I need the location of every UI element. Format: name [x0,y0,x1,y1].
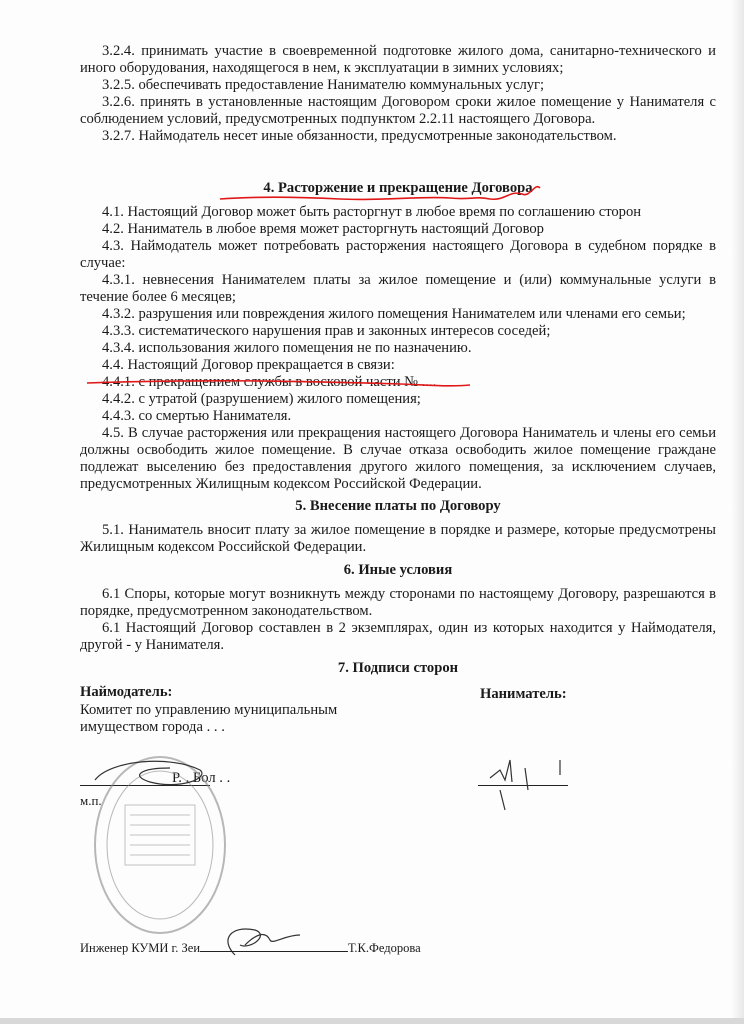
clause-5-1: 5.1. Наниматель вносит плату за жилое помещение в порядке и размере, которые предусмотрены Жилищным кодексом Российской Федерации. [80,522,716,555]
tenant-signature [490,760,560,810]
clause-4-4-1: 4.4.1. с прекращением службы в восковой части № .... [102,374,437,390]
section-7-title: 7. Подписи сторон [337,660,459,676]
landlord-org-line2: имуществом города . . . [80,719,225,735]
tenant-label: Наниматель: [480,686,567,702]
clause-3-2-5: 3.2.5. обеспечивать предоставление Нанимателю коммунальных услуг; [102,77,545,93]
stamp-mark: м.п. [80,793,102,808]
clause-4-4-2: 4.4.2. с утратой (разрушением) жилого помещения; [102,391,421,407]
red-underline-section-4 [220,187,540,200]
section-5-title: 5. Внесение платы по Договору [295,498,501,514]
clause-6-1b: 6.1 Настоящий Договор составлен в 2 экземплярах, один из которых находится у Наймодателя, другой - у Нанимателя. [80,620,716,653]
clause-4-4: 4.4. Настоящий Договор прекращается в связи: [102,357,395,373]
scan-bottom-edge [0,1018,744,1024]
scan-edge [730,0,744,1024]
section-6-title: 6. Иные условия [343,562,453,578]
landlord-label: Наймодатель: [80,684,173,700]
clause-3-2-7: 3.2.7. Наймодатель несет иные обязанности, предусмотренные законодательством. [102,128,617,144]
clause-4-5: 4.5. В случае расторжения или прекращения настоящего Договора Наниматель и члены его семьи должны освободить жилое помещение. В случае отказа освободить жилое помещение граждане подлежат выселению без предоставления другого жилого помещения, за исключением случаев, предусмотренных Жилищным кодексом Российской Федерации. [80,425,716,492]
clause-3-2-4: 3.2.4. принимать участие в своевременной подготовке жилого дома, санитарно-технического и иного оборудования, находящегося в нем, к эксплуатации в зимних условиях; [80,43,716,76]
clause-4-4-3: 4.4.3. со смертью Нанимателя. [102,408,292,424]
engineer-line [80,940,421,957]
engineer-signature-line [200,951,348,952]
clause-4-3-1: 4.3.1. невнесения Нанимателем платы за жилое помещение и (или) коммунальные услуги в течение более 6 месяцев; [80,272,716,305]
landlord-org-line1: Комитет по управлению муниципальным [80,702,338,718]
clause-4-3-2: 4.3.2. разрушения или повреждения жилого помещения Нанимателем или членами его семьи; [102,306,686,322]
red-underline-clause-4-4-1 [87,381,470,386]
clause-6-1a: 6.1 Споры, которые могут возникнуть между сторонами по настоящему Договору, разрешаются в порядке, предусмотренном законодательством. [80,586,716,619]
clause-4-2: 4.2. Наниматель в любое время может расторгнуть настоящий Договор [102,221,544,237]
clause-4-3: 4.3. Наймодатель может потребовать расторжения настоящего Договора в судебном порядке в случае: [80,238,716,271]
clause-4-1: 4.1. Настоящий Договор может быть расторгнут в любое время по соглашению сторон [102,204,642,220]
clause-4-3-4: 4.3.4. использования жилого помещения не по назначению. [102,340,472,356]
engineer-name: Т.К.Федорова [348,941,421,955]
engineer-label: Инженер КУМИ г. Зеи [80,941,201,955]
official-stamp [95,757,225,933]
clause-4-3-3: 4.3.3. систематического нарушения прав и законных интересов соседей; [102,323,551,339]
section-4-title: 4. Расторжение и прекращение Договора [263,180,533,196]
clause-3-2-6: 3.2.6. принять в установленные настоящим Договором сроки жилое помещение у Нанимателя с соблюдением условий, предусмотренных подпунктом 2.2.11 настоящего Договора. [80,94,716,127]
landlord-sign-name: Р. . Бол . . [172,770,231,786]
